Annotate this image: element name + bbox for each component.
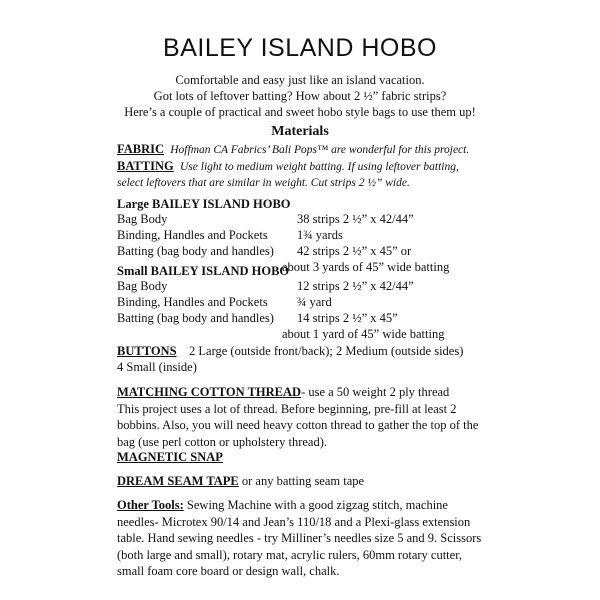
- batting-line: [117, 158, 469, 175]
- page-title: BAILEY ISLAND HOBO: [163, 34, 437, 62]
- fabric-text: Hoffman CA Fabrics’ Bali Pops™ are wonderful for this project.: [170, 144, 470, 156]
- material-item: Binding, Handles and Pockets: [117, 228, 268, 242]
- intro-line: Got lots of leftover batting? How about 2 ½” fabric strips?: [153, 89, 447, 103]
- thread-desc-line: bag (use perl cotton or upholstery thread).: [117, 434, 328, 449]
- material-note-text: about 3 yards of 45” wide batting: [282, 260, 450, 274]
- material-qty: 42 strips 2 ½” x 45” or: [297, 244, 412, 258]
- material-item: Binding, Handles and Pockets: [117, 295, 268, 309]
- magnetic-snap-label: MAGNETIC SNAP: [117, 450, 223, 464]
- buttons-label: BUTTONS: [117, 344, 177, 358]
- materials-heading: Materials: [271, 124, 329, 139]
- material-row: [117, 279, 414, 295]
- thread-label: MATCHING COTTON THREAD: [117, 385, 302, 399]
- other-tools-line: small foam core board or design wall, chalk.: [117, 564, 340, 578]
- thread-desc-line: This project uses a lot of thread. Before beginning, pre-fill at least 2: [117, 401, 457, 416]
- thread-text: - use a 50 weight 2 ply thread: [301, 385, 450, 399]
- thread-line: [117, 384, 478, 401]
- batting-text: Use light to medium weight batting. If using leftover batting,: [179, 161, 459, 173]
- intro-line: Comfortable and easy just like an island vacation.: [175, 73, 425, 87]
- material-row: [117, 295, 332, 311]
- thread-desc-line: bobbins. Also, you will need heavy cotton thread to gather the top of the: [117, 418, 479, 432]
- fabric-line: [117, 141, 469, 158]
- other-tools-label: Other Tools:: [117, 498, 184, 512]
- material-row: [117, 311, 398, 327]
- fabric-batting-section: [117, 141, 469, 191]
- material-row: [117, 244, 412, 260]
- magnetic-snap-section: [117, 449, 223, 465]
- material-note: [117, 327, 445, 343]
- other-tools-text: Sewing Machine with a good zigzag stitch, machine: [183, 498, 448, 512]
- batting-label: BATTING: [117, 159, 174, 173]
- material-item: Bag Body: [117, 279, 168, 293]
- intro-text: [0, 72, 600, 120]
- material-row: [117, 212, 414, 228]
- material-qty: 12 strips 2 ½” x 42/44”: [297, 279, 414, 293]
- intro-line: Here’s a couple of practical and sweet hobo style bags to use them up!: [124, 105, 476, 119]
- other-tools-line: table. Hand sewing needles - try Milliner’s needles size 5 and 9. Scissors: [117, 531, 482, 545]
- dream-seam-label: DREAM SEAM TAPE: [117, 474, 239, 488]
- batting-text-cont: select leftovers that are similar in weight. Cut strips 2 ½” wide.: [117, 177, 410, 189]
- buttons-text-cont: 4 Small (inside): [117, 360, 197, 374]
- material-row: [117, 228, 343, 244]
- material-note-text: about 1 yard of 45” wide batting: [282, 327, 445, 341]
- material-item: Batting (bag body and handles): [117, 244, 274, 258]
- small-heading: Small BAILEY ISLAND HOBO: [117, 264, 290, 278]
- buttons-line: [117, 343, 463, 359]
- other-tools-line: (both large and small), rotary mat, acrylic rulers, 60mm rotary cutter,: [117, 547, 462, 562]
- thread-section: [117, 384, 478, 450]
- material-qty: 1¾ yards: [297, 228, 343, 242]
- other-tools-line: needles- Microtex 90/14 and Jean’s 110/18 and a Plexi-glass extension: [117, 514, 471, 529]
- dream-seam-line: [117, 473, 364, 489]
- material-qty: 38 strips 2 ½” x 42/44”: [297, 212, 414, 226]
- dream-seam-section: [117, 473, 364, 489]
- material-qty: ¾ yard: [297, 295, 332, 309]
- other-tools-section: [117, 497, 481, 580]
- material-item: Bag Body: [117, 212, 168, 226]
- buttons-section: [117, 343, 463, 375]
- material-item: Batting (bag body and handles): [117, 311, 274, 325]
- other-tools-line: [117, 497, 481, 514]
- dream-seam-text: or any batting seam tape: [238, 474, 365, 488]
- fabric-label: FABRIC: [117, 142, 164, 156]
- material-qty: 14 strips 2 ½” x 45”: [297, 311, 398, 325]
- large-heading: Large BAILEY ISLAND HOBO: [117, 197, 291, 211]
- buttons-text: 2 Large (outside front/back); 2 Medium (outside sides): [189, 344, 464, 358]
